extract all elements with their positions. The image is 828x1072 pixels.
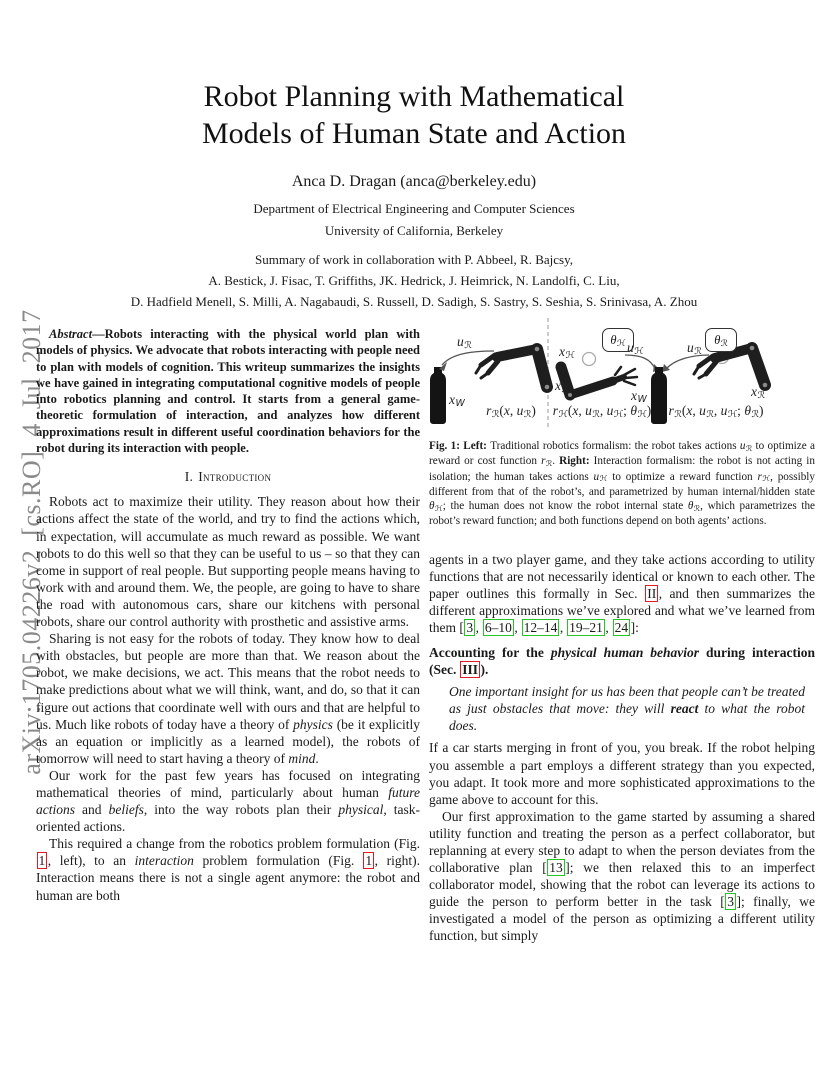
fig-formula-rH: rℋ(x, uℛ, uℋ; θℋ) [552, 403, 652, 421]
intro-paragraph-1: Robots act to maximize their utility. They reason about how their actions affect the state of the world, and try to find the actions which, in expectation, will accumulate as much reward as possible. We want robots to do this well so that they can be useful to us – so that they can come in support of real people. But supporting people means having to work with and around them. We, the people, are going to have to share the road with autonomous cars, share our kitchens with personal robots, share our control authority with prosthetic and assistive arms. [36, 494, 420, 630]
paper-title-line-1: Robot Planning with Mathematical [203, 80, 625, 113]
intro-paragraph-4: This required a change from the robotics problem formulation (Fig. 1 , left), to an interaction problem formulation (Fig. 1 , right). Interaction means there is not a single agent anymore: the robot and human are both [36, 836, 420, 903]
collaboration-line-2: A. Bestick, J. Fisac, T. Griffiths, JK. Hedrick, J. Heimrick, N. Landolfi, C. Liu, [208, 273, 620, 288]
author-line: Anca D. Dragan (anca@berkeley.edu) [291, 173, 537, 190]
citation-link[interactable]: 6–10 [484, 620, 512, 636]
section-ref-link[interactable]: II [647, 585, 657, 601]
citation-link[interactable]: 24 [614, 620, 629, 636]
fig-formula-rR-left: rℛ(x, uℛ) [486, 403, 536, 421]
theta-R-box [705, 328, 737, 352]
action-arrow-icon [625, 355, 660, 372]
collaboration-line-1: Summary of work in collaboration with P. Abbeel, R. Bajcsy, [255, 252, 573, 267]
body-paragraph-3: Our first approximation to the game started by assuming a shared utility function and treating the person as a perfect collaborator, but replanning at every step to adapt to when the person deviates from the collaborative plan [ 13 ]; we then relaxed this to an imperfect collaborator model, showing that the robot can leverage its actions to guide the person to perform better in the task [ 3 ]; finally, we investigated a model of the person as optimizing a different utility function, but simply [429, 808, 815, 944]
affiliation-line-2: University of California, Berkeley [324, 223, 504, 238]
figure-1-caption: Fig. 1: Left: Traditional robotics formalism: the robot takes actions uℛ to optimize a reward or cost function rℛ. Right: Interaction formalism: the robot is not acting in isolation; the human takes actions uℋ to optimize a reward function rℋ, possibly different from that of the robot’s, and parametrized by human internal/hidden state θℋ; the human does not know the robot internal state θℛ, which parametrizes the robot’s reward function; and both functions depend on both agents’ actions. [429, 440, 816, 528]
section-title: Introduction [198, 469, 272, 485]
fig-label-thetaR: θℛ [714, 332, 728, 349]
fig-label-uR-left: uℛ [457, 334, 472, 352]
paper-title [0, 78, 828, 152]
fig-label-xH: xℋ [559, 344, 575, 362]
title-block [0, 78, 828, 310]
right-column [429, 315, 815, 945]
arxiv-watermark: arXiv:1705.04226v2 [cs.RO] 4 Jul 2017 [17, 309, 46, 775]
abstract: Abstract—Robots interacting with the physical world plan with models of physics. We advocate that robots interacting with people need to plan with models of cognition. This writeup summarizes the insights we have gained in integrating computational cognitive models of people into robotics planning and control. It starts from a general game-theoretic formulation of interaction, and analyzes how different approximations result in different useful coordination behaviors for the robot during its interaction with people. [36, 327, 420, 456]
fig-label-xR-right: xℛ [751, 384, 766, 402]
section-ref-link[interactable]: 1 [38, 853, 46, 869]
fig-label-uR-right: uℛ [687, 340, 702, 358]
left-column [36, 326, 420, 904]
accounting-subheading: Accounting for the physical human behavior during interaction (Sec. III ). [429, 645, 815, 678]
section-ref-link[interactable]: III [462, 662, 479, 678]
fig-formula-rR-right: rℛ(x, uℛ, uℋ; θℛ) [668, 403, 764, 421]
fig-label-xR-left: xℛ [555, 378, 570, 396]
body-paragraph-2: If a car starts merging in front of you, you break. If the robot helping you assemble a part employs a different strategy than you expected, you adapt. It took more and more sophisticated approximations to the game above to account for this. [429, 740, 815, 807]
section-heading-introduction [36, 469, 420, 485]
citation-link[interactable]: 13 [549, 860, 563, 876]
fig-label-thetaH: θℋ [610, 332, 626, 349]
citation-link[interactable]: 12–14 [523, 620, 558, 636]
figure-1-graphic [429, 315, 815, 435]
paper-title-line-2: Models of Human State and Action [201, 117, 627, 150]
fig-label-xW-left: xW [449, 392, 465, 410]
body-paragraph-1: agents in a two player game, and they take actions according to utility functions that are not necessarily identical or known to each other. The paper outlines this formally in Sec. II , and then summarizes the different approximations we’ve explored and what we’ve learned from them [ 3 , 6–10 , 12–14 , 19–21 , 24 ]: [429, 551, 815, 636]
fig-label-xW-center: xW [631, 388, 647, 406]
collaboration-line-3: D. Hadfield Menell, S. Milli, A. Nagabaudi, S. Russell, D. Sadigh, S. Sastry, S. Seshia, S. Srinivasa, A. Zhou [130, 294, 698, 309]
section-number: I. [184, 469, 194, 485]
intro-paragraph-3: Our work for the past few years has focused on integrating mathematical theories of mind, particularly about human future actions and beliefs, into the way robots plan their physical, task-oriented actions. [36, 767, 420, 835]
affiliation-line-1: Department of Electrical Engineering and Computer Sciences [253, 201, 575, 216]
insight-blockquote: One important insight for us has been that people can’t be treated as just obstacles that move: they will react to what the robot does. [449, 684, 805, 734]
figure-1 [429, 315, 815, 529]
bottle-icon [430, 367, 446, 424]
hidden-state-circle-icon [583, 353, 596, 366]
citation-link[interactable]: 3 [466, 620, 474, 636]
robot-arm-icon [476, 347, 549, 390]
human-arm-icon [561, 367, 637, 397]
intro-paragraph-2: Sharing is not easy for the robots of today. They know how to deal with obstacles, but people are more than that. We reason about the robot, we make decisions, we act. This means that the robot needs to make predictions about what we will think, want, and do, so that it can figure out actions that coordinate well with ours and that are helpful to us. Much like robots of today have a theory of physics (be it explicitly as an equation or implicitly as a learned model), the robots of tomorrow will need to start having a theory of mind. [36, 631, 420, 766]
section-ref-link[interactable]: 1 [365, 853, 373, 869]
fig-label-uH: uℋ [627, 340, 644, 358]
citation-link[interactable]: 3 [727, 894, 735, 910]
citation-link[interactable]: 19–21 [569, 620, 603, 636]
